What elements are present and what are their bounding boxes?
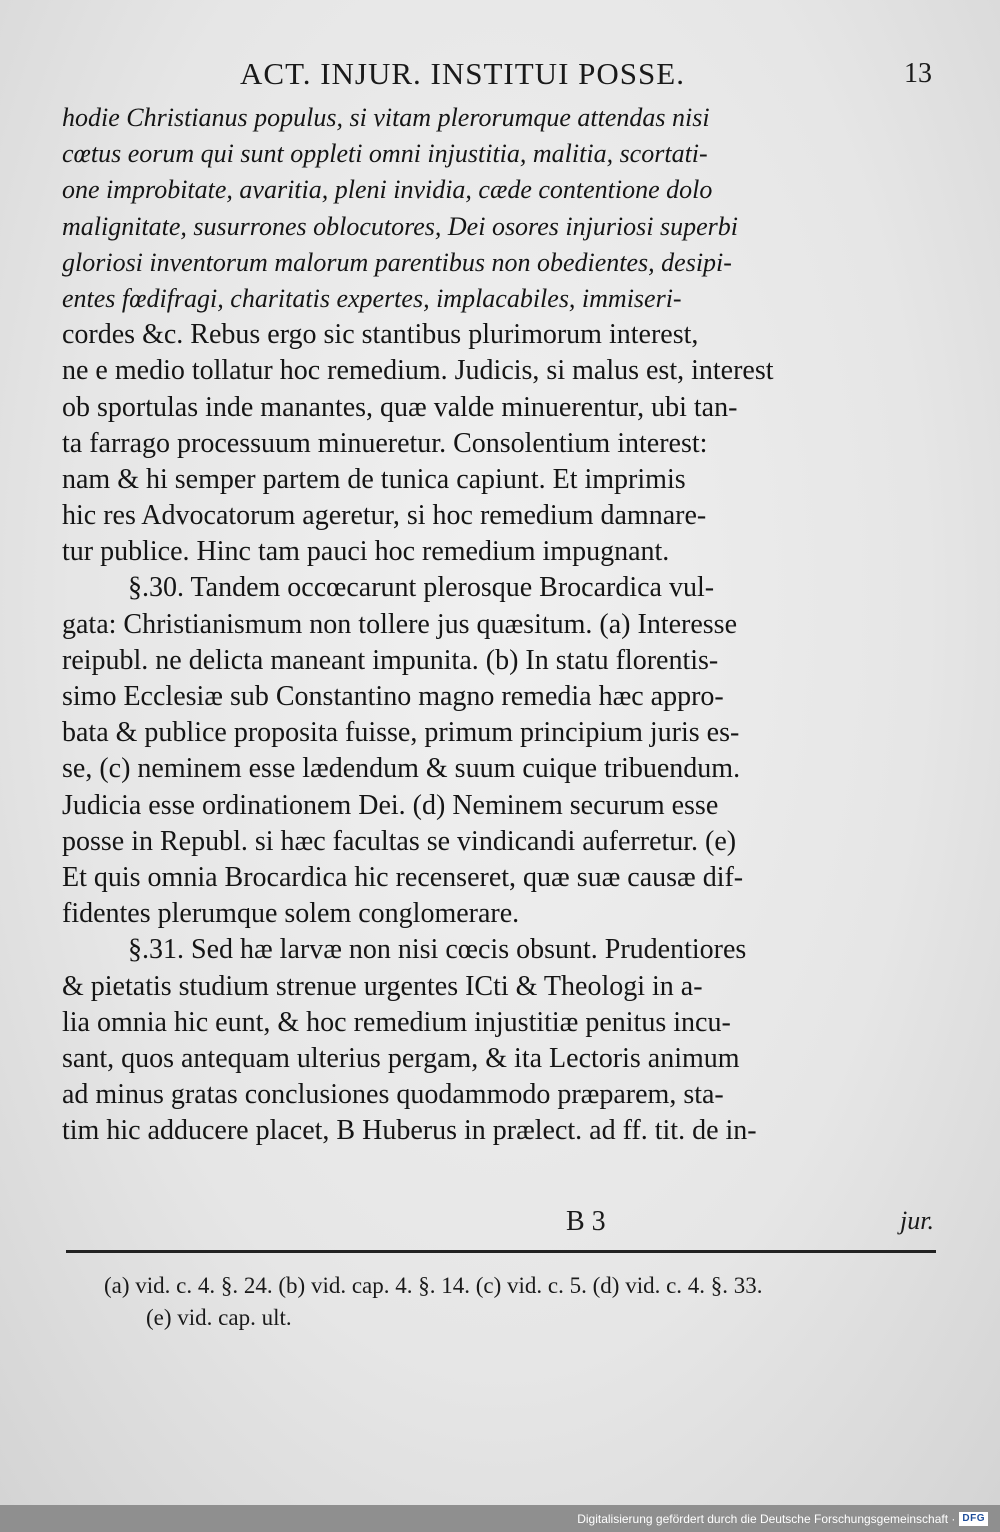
text-line: ob sportulas inde manantes, quæ valde minuerentur, ubi tan-	[62, 391, 738, 423]
text-line: gata: Christianismum non tollere jus quæsitum. (a) Interesse	[62, 608, 737, 640]
text-line: entes fœdifragi, charitatis expertes, implacabiles, immiseri-	[62, 283, 682, 313]
text-line: hic res Advocatorum ageretur, si hoc remedium damnare-	[62, 500, 707, 532]
funding-text: Digitalisierung gefördert durch die Deutsche Forschungsgemeinschaft ·	[577, 1512, 956, 1526]
text-line: gloriosi inventorum malorum parentibus non obedientes, desipi-	[62, 247, 732, 277]
main-text	[62, 100, 936, 1149]
text-line: one improbitate, avaritia, pleni invidia, cæde contentione dolo	[62, 175, 713, 205]
text-line: tim hic adducere placet, B Huberus in prælect. ad ff. tit. de in-	[62, 1115, 757, 1147]
footnote-rule	[66, 1250, 936, 1253]
text-line: & pietatis studium strenue urgentes ICti & Theologi in a-	[62, 970, 703, 1002]
catchline	[0, 1206, 1000, 1242]
text-line: nam & hi semper partem de tunica capiunt. Et imprimis	[62, 463, 686, 495]
text-line: Et quis omnia Brocardica hic recenseret, quæ suæ causæ dif-	[62, 861, 744, 893]
text-line: cordes &c. Rebus ergo sic stantibus plurimorum interest,	[62, 319, 699, 351]
catchword: jur.	[900, 1206, 934, 1235]
text-line: ad minus gratas conclusiones quodammodo præparem, sta-	[62, 1079, 724, 1111]
page-number: 13	[904, 58, 932, 89]
funding-notice	[577, 1512, 988, 1526]
text-line: tur publice. Hinc tam pauci hoc remedium impugnant.	[62, 536, 670, 568]
running-title: ACT. INJUR. INSTITUI POSSE.	[240, 56, 685, 91]
signature-mark: B 3	[566, 1206, 606, 1237]
text-line: hodie Christianus populus, si vitam plerorumque attendas nisi	[62, 103, 710, 132]
text-line: fidentes plerumque solem conglomerare.	[62, 898, 520, 930]
text-line: posse in Republ. si hæc facultas se vindicandi auferretur. (e)	[62, 825, 737, 857]
section-31-start: §.31. Sed hæ larvæ non nisi cœcis obsunt. Prudentiores	[128, 934, 747, 966]
footnotes	[104, 1270, 934, 1334]
text-line: lia omnia hic eunt, & hoc remedium injustitiæ penitus incu-	[62, 1006, 731, 1038]
text-line: simo Ecclesiæ sub Constantino magno remedia hæc appro-	[62, 681, 724, 712]
text-line: reipubl. ne delicta maneant impunita. (b) In statu florentis-	[62, 644, 719, 676]
dfg-logo-icon: DFG	[959, 1512, 988, 1526]
section-30-start: §.30. Tandem occœcarunt plerosque Brocardica vul-	[128, 572, 715, 604]
text-line: malignitate, susurrones oblocutores, Dei osores injuriosi superbi	[62, 211, 738, 241]
page-header	[0, 56, 1000, 100]
text-line: bata & publice proposita fuisse, primum principium juris es-	[62, 717, 740, 749]
text-line: se, (c) neminem esse lædendum & suum cuique tribuendum.	[62, 753, 741, 785]
text-line: ta farrago processuum minueretur. Consolentium interest:	[62, 427, 708, 459]
text-line: ne e medio tollatur hoc remedium. Judicis, si malus est, interest	[62, 355, 774, 387]
footnote-line: (e) vid. cap. ult.	[146, 1305, 292, 1330]
footnote-line: (a) vid. c. 4. §. 24. (b) vid. cap. 4. §. 14. (c) vid. c. 5. (d) vid. c. 4. §. 33.	[104, 1273, 763, 1298]
text-line: cœtus eorum qui sunt oppleti omni injustitia, malitia, scortati-	[62, 139, 708, 169]
text-line: Judicia esse ordinationem Dei. (d) Neminem securum esse	[62, 789, 719, 821]
text-line: sant, quos antequam ulterius pergam, & ita Lectoris animum	[62, 1042, 740, 1074]
